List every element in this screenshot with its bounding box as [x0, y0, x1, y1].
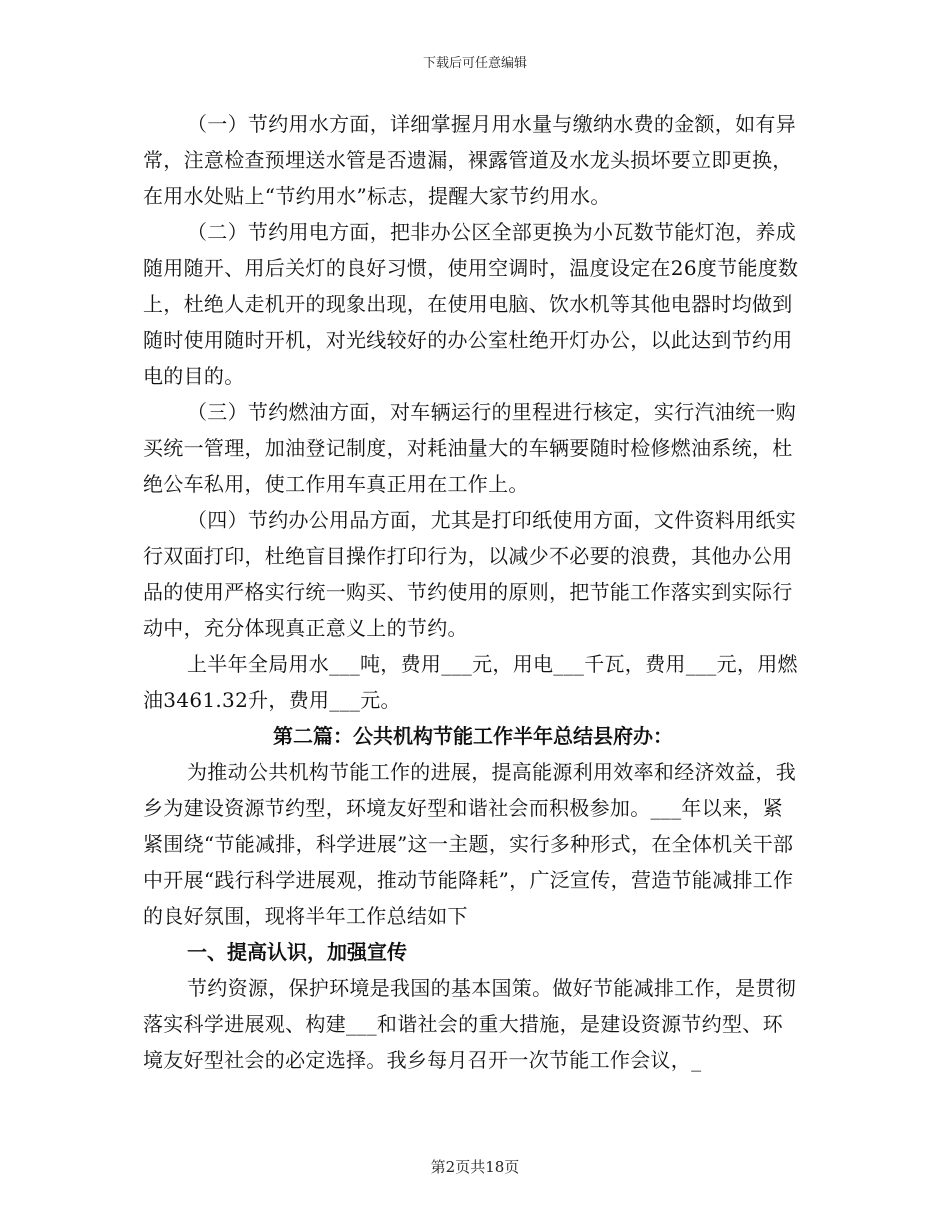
paragraph-office-supplies-saving: （四）节约办公用品方面，尤其是打印纸使用方面，文件资料用纸实行双面打印，杜绝盲目操作打印行为，以减少不必要的浪费，其他办公用品的使用严格实行统一购买、节约使用的原则，把节能工作落实到实际行动中，充分体现真正意义上的节约。: [143, 508, 796, 640]
paragraph-intro: 为推动公共机构节能工作的进展，提高能源利用效率和经济效益，我乡为建设资源节约型，环境友好型和谐社会而积极参加。___年以来，紧紧围绕“节能减排，科学进展”这一主题，实行多种形式，在全体机关干部中开展“践行科学进展观，推动节能降耗”，广泛宣传，营造节能减排工作的良好氛围，现将半年工作总结如下: [143, 760, 796, 928]
paragraph-fuel-saving: （三）节约燃油方面，对车辆运行的里程进行核定，实行汽油统一购买统一管理，加油登记制度，对耗油量大的车辆要随时检修燃油系统，杜绝公车私用，使工作用车真正用在工作上。: [143, 400, 796, 496]
page-header: 下载后可任意编辑: [422, 56, 527, 71]
document-body: [143, 106, 803, 1078]
paragraph-awareness: 节约资源，保护环境是我国的基本国策。做好节能减排工作，是贯彻落实科学进展观、构建___和谐社会的重大措施，是建设资源节约型、环境友好型社会的必定选择。我乡每月召开一次节能工作会议，_: [143, 976, 796, 1072]
paragraph-half-year-usage: 上半年全局用水___吨，费用___元，用电___千瓦，费用___元，用燃油3461.32升，费用___元。: [143, 652, 798, 712]
section-heading: 第二篇：公共机构节能工作半年总结县府办：: [273, 724, 673, 748]
paragraph-water-saving: （一）节约用水方面，详细掌握月用水量与缴纳水费的金额，如有异常，注意检查预埋送水管是否遗漏，裸露管道及水龙头损坏要立即更换，在用水处贴上“节约用水”标志，提醒大家节约用水。: [143, 112, 796, 208]
paragraph-electricity-saving: （二）节约用电方面，把非办公区全部更换为小瓦数节能灯泡，养成随用随开、用后关灯的良好习惯，使用空调时，温度设定在26度节能度数上，杜绝人走机开的现象出现，在使用电脑、饮水机等其他电器时均做到随时使用随时开机，对光线较好的办公室杜绝开灯办公，以此达到节约用电的目的。: [143, 220, 799, 388]
page-footer: 第2页共18页: [430, 1158, 520, 1176]
subsection-heading: 一、提高认识，加强宣传: [187, 940, 407, 964]
